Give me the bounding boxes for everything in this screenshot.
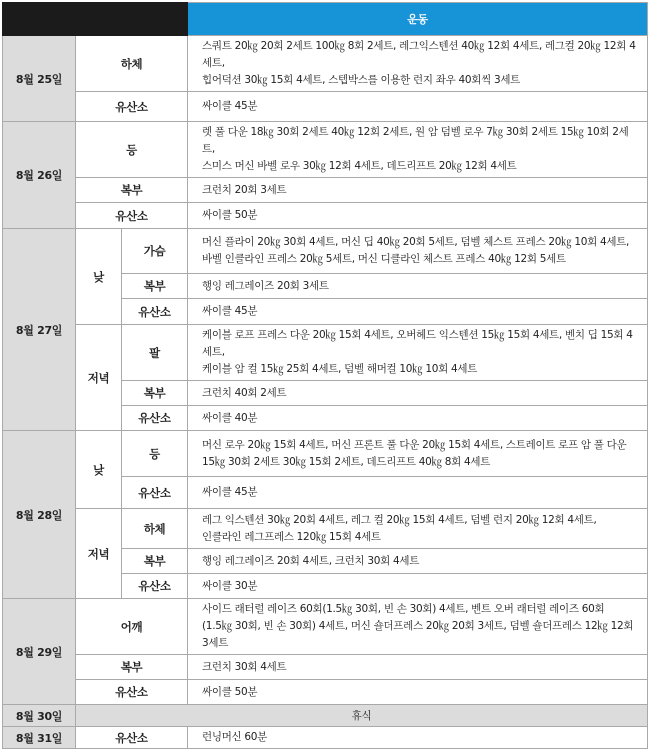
exercise-cell: 싸이클 40분: [188, 406, 648, 431]
part-cell: 유산소: [122, 477, 188, 509]
exercise-cell: 런닝머신 60분: [188, 727, 648, 749]
exercise-cell: 행잉 레그레이즈 20회 3세트: [188, 274, 648, 299]
table-row: [3, 509, 648, 549]
table-row: [3, 203, 648, 229]
date-cell: 8월 30일: [3, 705, 76, 727]
exercise-line: 레그 익스텐션 30㎏ 20회 4세트, 레그 컬 20㎏ 15회 4세트, 덤벨 런지 20㎏ 12회 4세트,: [202, 513, 597, 526]
part-cell: 복부: [122, 381, 188, 406]
part-cell: 유산소: [122, 574, 188, 599]
exercise-cell: 크런치 30회 4세트: [188, 655, 648, 680]
exercise-cell: [188, 509, 648, 549]
rest-day-cell: 휴식: [76, 705, 648, 727]
exercise-line: 15㎏ 30회 2세트 30㎏ 15회 2세트, 데드리프트 40㎏ 8회 4세트: [202, 455, 491, 468]
exercise-cell: 싸이클 50분: [188, 203, 648, 229]
date-cell: 8월 27일: [3, 229, 76, 431]
table-row: [3, 178, 648, 203]
part-cell: 가슴: [122, 229, 188, 274]
exercise-line: 스미스 머신 바벨 로우 30㎏ 12회 4세트, 데드리프트 20㎏ 12회 4세트: [202, 160, 517, 172]
exercise-line: 스쿼트 20㎏ 20회 2세트 100㎏ 8회 2세트, 레그익스텐션 40㎏ 12회 4세트, 레그컬 20㎏ 12회 4세트,: [202, 40, 636, 69]
time-cell-evening: 저녁: [76, 509, 122, 599]
date-cell: 8월 25일: [3, 36, 76, 122]
part-cell: 복부: [76, 178, 188, 203]
header-corner-cell: [3, 3, 188, 36]
exercise-cell: [188, 122, 648, 178]
exercise-line: 힙어덕션 30㎏ 15회 4세트, 스텝박스를 이용한 런지 좌우 40회씩 3세트: [202, 74, 521, 86]
part-cell: 유산소: [122, 299, 188, 325]
part-cell: 복부: [122, 549, 188, 574]
workout-schedule-table: [2, 2, 648, 749]
date-cell: 8월 29일: [3, 599, 76, 705]
part-cell: 등: [122, 431, 188, 477]
part-cell: 복부: [122, 274, 188, 299]
exercise-cell: [188, 599, 648, 655]
exercise-cell: 싸이클 45분: [188, 92, 648, 122]
part-cell: 복부: [76, 655, 188, 680]
exercise-cell: [188, 36, 648, 92]
part-cell: 유산소: [76, 92, 188, 122]
exercise-cell: 싸이클 45분: [188, 477, 648, 509]
part-cell: 유산소: [76, 203, 188, 229]
table-row: [3, 36, 648, 92]
part-cell: 하체: [76, 36, 188, 92]
time-cell-evening: 저녁: [76, 325, 122, 431]
date-cell: 8월 26일: [3, 122, 76, 229]
exercise-line: 사이드 래터럴 레이즈 60회(1.5㎏ 30회, 빈 손 30회) 4세트, 벤트 오버 래터럴 레이즈 60회: [202, 603, 605, 615]
table-row: [3, 431, 648, 477]
part-cell: 유산소: [76, 680, 188, 705]
exercise-line: (1.5㎏ 30회, 빈 손 30회) 4세트, 머신 숄더프레스 20㎏ 20회 3세트, 덤벨 숄더프레스 12㎏ 12회 3세트: [202, 620, 634, 649]
exercise-cell: [188, 431, 648, 477]
exercise-cell: [188, 229, 648, 274]
table-row: [3, 229, 648, 274]
exercise-line: 인클라인 레그프레스 120㎏ 15회 4세트: [202, 530, 381, 543]
exercise-cell: 싸이클 50분: [188, 680, 648, 705]
part-cell: 유산소: [122, 406, 188, 431]
time-cell-day: 낮: [76, 229, 122, 325]
exercise-line: 케이블 암 컬 15㎏ 25회 4세트, 덤벨 해머컬 10㎏ 10회 4세트: [202, 363, 478, 375]
table-row: [3, 122, 648, 178]
exercise-cell: 행잉 레그레이즈 20회 4세트, 크런치 30회 4세트: [188, 549, 648, 574]
table-row: [3, 655, 648, 680]
exercise-line: 머신 로우 20㎏ 15회 4세트, 머신 프론트 풀 다운 20㎏ 15회 4세트, 스트레이트 로프 암 풀 다운: [202, 438, 627, 451]
table-row: [3, 727, 648, 749]
table-row: [3, 325, 648, 381]
time-cell-day: 낮: [76, 431, 122, 509]
part-cell: 어깨: [76, 599, 188, 655]
exercise-cell: [188, 325, 648, 381]
part-cell: 유산소: [76, 727, 188, 749]
table-header-row: [3, 3, 648, 36]
table-row: [3, 599, 648, 655]
date-cell: 8월 28일: [3, 431, 76, 599]
exercise-line: 렛 풀 다운 18㎏ 30회 2세트 40㎏ 12회 2세트, 원 암 덤벨 로우 7㎏ 30회 2세트 15㎏ 10회 2세트,: [202, 126, 629, 155]
date-cell: 8월 31일: [3, 727, 76, 749]
exercise-line: 바벨 인클라인 프레스 20㎏ 5세트, 머신 디클라인 체스트 프레스 40㎏ 12회 5세트: [202, 253, 566, 265]
exercise-cell: 크런치 40회 2세트: [188, 381, 648, 406]
exercise-cell: 싸이클 45분: [188, 299, 648, 325]
exercise-cell: 크런치 20회 3세트: [188, 178, 648, 203]
part-cell: 팔: [122, 325, 188, 381]
table-row: [3, 92, 648, 122]
part-cell: 하체: [122, 509, 188, 549]
part-cell: 등: [76, 122, 188, 178]
exercise-cell: 싸이클 30분: [188, 574, 648, 599]
table-row: [3, 680, 648, 705]
header-exercise: 운동: [188, 3, 648, 36]
exercise-line: 머신 플라이 20㎏ 30회 4세트, 머신 딥 40㎏ 20회 5세트, 덤벨 체스트 프레스 20㎏ 10회 4세트,: [202, 236, 630, 248]
table-row: [3, 705, 648, 727]
exercise-line: 케이블 로프 프레스 다운 20㎏ 15회 4세트, 오버헤드 익스텐션 15㎏ 15회 4세트, 벤치 딥 15회 4세트,: [202, 329, 633, 358]
